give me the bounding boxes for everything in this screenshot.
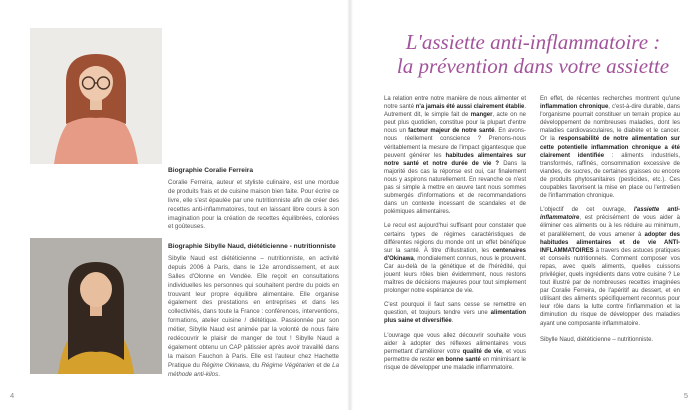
paragraph: Coralie Ferreira, auteur et styliste culinaire, est une mordue de produits frais et de cuisine maison bien faite. Pour écrire ce livre, elle s'est épaulée par une nutritionniste afin de créer des recettes anti-inflammatoires, tout en laissant libre cours à son imagination pour la création de recettes équilibrées, colorées et goûteuses. [168,178,339,231]
article-title [384,30,682,78]
body-column-2 [540,95,680,344]
paragraph: C'est pourquoi il faut sans cesse se remettre en question, et toujours tendre vers une alimentation plus saine et diversifiée. [384,302,526,325]
paragraph: L'ouvrage que vous allez découvrir souhaite vous aider à adopter des réflexes alimentaires vous permettant d'améliorer votre qualité de vie, et vous permettre de rester en bonne santé en minimisant le risque de développer une maladie inflammatoire. [384,332,526,371]
article-title-line-1: L'assiette anti-inflammatoire : [405,30,661,54]
page-number-left: 4 [10,391,15,400]
author-photo-coralie [30,28,162,164]
paragraph: La relation entre notre manière de nous alimenter et notre santé n'a jamais été aussi clairement établie. Autrement dit, le simple fait de manger, acte on ne peut plus quotidien, constitue pour la plupart d'entre nous un facteur majeur de notre santé. En avons-nous réellement conscience ? Prenons-nous véritablement la mesure de l'impact gigantesque que peuvent générer les habitudes alimentaires sur notre santé et notre durée de vie ? Dans la majorité des cas la réponse est oui, car finalement nous y aspirons naturellement. En revanche ce n'est pas si simple à mettre en œuvre tant nous sommes submergés d'informations et de recommandations dans un contexte incessant de scandales et de polémiques alimentaires. [384,96,527,216]
bio-coralie [168,167,339,236]
right-page [350,0,700,410]
bio-text-coralie [168,179,339,233]
portrait-illustration-coralie [30,28,162,164]
bio-sibylle [168,243,339,384]
paragraph: Le recul est aujourd'hui suffisant pour constater que certains types de régimes caractéristiques de différentes régions du monde ont un effet bénéfique sur la santé. À titre d'illustration, les centenaires d'Okinawa, mondialement connus, nous le prouvent. Car au-delà de la génétique et de l'hérédité, qui jouent leurs rôles bien évidemment, nous restons maîtres de décisions majeures pour tout simplement prolonger notre espérance de vie. [384,223,526,295]
portrait-illustration-sibylle [30,238,162,374]
bio-heading-sibylle: Biographie Sibylle Naud, diététicienne - nutritionniste [168,243,336,250]
page-number-right: 5 [683,391,688,400]
author-photo-sibylle [30,238,162,374]
author-signature: Sibylle Naud, diététicienne – nutritionniste. [540,336,654,343]
body-column-2-paragraphs [540,95,680,328]
bio-heading-coralie: Biographie Coralie Ferreira [168,167,254,174]
paragraph: Sibylle Naud est diététicienne – nutritionniste, en activité depuis 2006 à Paris, dans le 12e arrondissement, et aux Salles d'Olonne en Vendée. Elle reçoit en consultations individuelles les personnes qui souhaitent perdre du poids en trouvant leur propre équilibre alimentaire. Elle organise également des prestations en entreprises et dans les collectivités, dans toute la France : conférences, interventions, formations, atelier cuisine / diététique. Passionnée par son métier, Sibylle Naud est animée par la volonté de nous faire redécouvrir le plaisir de manger de tout ! Sibylle Naud a également obtenu un CAP pâtissier après avoir travaillé dans la maison Fauchon à Paris. Elle est l'auteur chez Hachette Pratique du Régime Okinawa, du Régime Végétarien et de La méthode anti-kilos. [168,254,340,379]
bio-text-sibylle [168,255,339,381]
article-title-line-2: la prévention dans votre assiette [396,54,670,79]
paragraph: L'objectif de cet ouvrage, l'assiette anti-inflammatoire, est précisément de vous aider à éliminer ces aliments ou à les réduire au minimum, et parallèlement, de vous amener à adopter des habitudes alimentaires et de vie ANTI-INFLAMMATOIRES à travers des astuces pratiques et conseils nutritionnels. Comment composer vos repas, avec quels aliments, quelles cuissons privilégier, quels ingrédients dans votre cuisine ? Le tout illustré par de nombreuses recettes imaginées par Coralie Ferreira, de l'apéritif au dessert, et en utilisant des aliments spécifiquement reconnus pour leur rôle dans la lutte contre l'inflammation et la diminution du risque de développer des maladies ayant une composante inflammatoire. [540,207,680,327]
body-column-1 [384,95,526,378]
paragraph: En effet, de récentes recherches montrent qu'une inflammation chronique, c'est-à-dire durable, dans l'organisme pourrait constituer un terrain propice au développement de nombreuses maladies, dont les maladies cardiovasculaires, le diabète et le cancer. Or la responsabilité de notre alimentation sur cette potentielle inflammation chronique a été clairement identifiée : aliments industriels, transformés, raffinés, consommation excessive de viandes, de sucres, de certaines graisses ou encore de produits phytosanitaires (pesticides, etc.). Ces coupables favorisent la mise en place ou l'entretien de l'inflammation chronique. [540,96,680,200]
